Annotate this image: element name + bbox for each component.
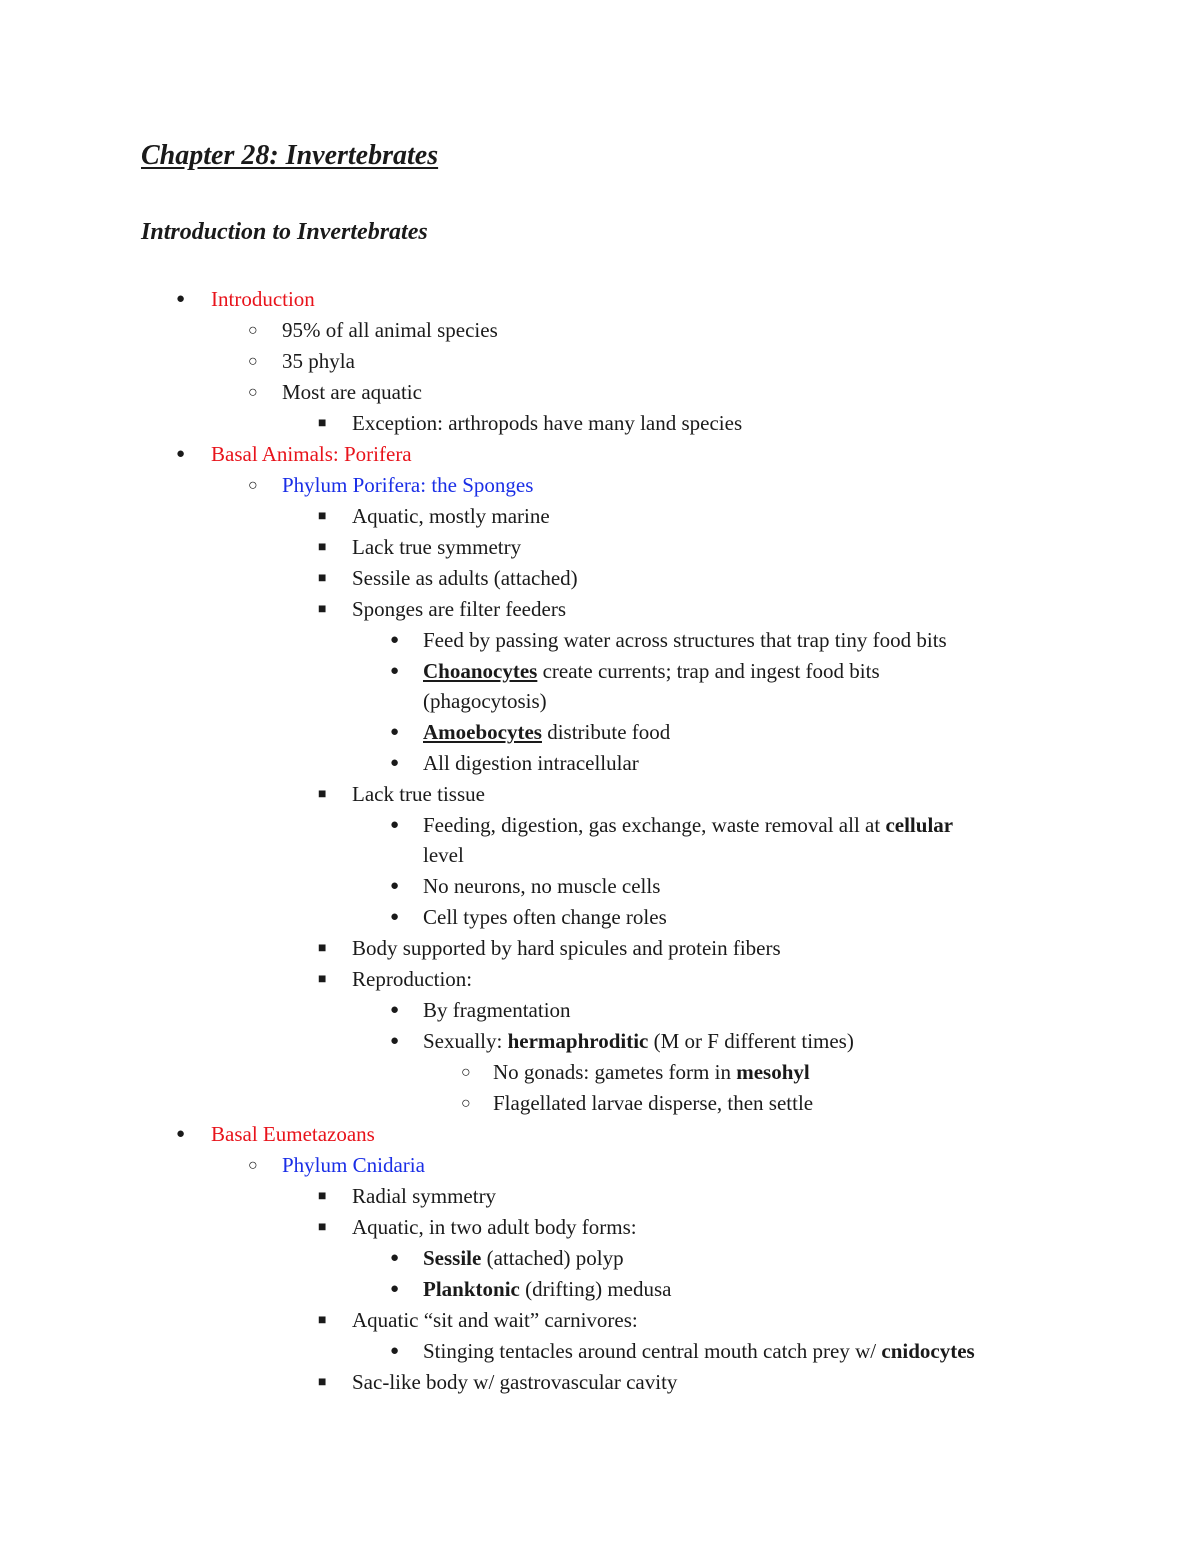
bullet-square-icon: ■ bbox=[318, 602, 327, 617]
list-item bbox=[0, 439, 1200, 470]
bullet-square-icon: ■ bbox=[318, 416, 327, 431]
bullet-square-icon: ■ bbox=[318, 540, 327, 555]
list-text: Lack true tissue bbox=[352, 782, 485, 806]
bullet-square-icon: ■ bbox=[318, 571, 327, 586]
bullet-circle-icon: ○ bbox=[248, 477, 258, 494]
list-text: Radial symmetry bbox=[352, 1184, 497, 1208]
list-item bbox=[0, 810, 1200, 840]
outline-list bbox=[0, 284, 1200, 1398]
list-item bbox=[0, 625, 1200, 656]
bullet-disc-icon: ● bbox=[176, 291, 186, 307]
key-term: Choanocytes bbox=[423, 659, 538, 683]
list-text: Aquatic, in two adult body forms: bbox=[352, 1215, 637, 1239]
list-item bbox=[0, 1057, 1200, 1088]
text-run: (drifting) medusa bbox=[519, 1277, 672, 1301]
list-text: Most are aquatic bbox=[282, 380, 422, 404]
text-run: Sexually: bbox=[423, 1029, 508, 1053]
bullet-disc-icon: ● bbox=[390, 632, 400, 648]
bullet-disc-icon: ● bbox=[176, 446, 186, 462]
list-text: Body supported by hard spicules and protein fibers bbox=[352, 936, 781, 960]
text-run: Stinging tentacles around central mouth catch prey w/ bbox=[423, 1339, 882, 1363]
bullet-circle-icon: ○ bbox=[461, 1095, 471, 1112]
bullet-disc-icon: ● bbox=[390, 817, 400, 833]
text-run: No gonads: gametes form in bbox=[493, 1060, 737, 1084]
bullet-circle-icon: ○ bbox=[248, 322, 258, 339]
list-item bbox=[0, 995, 1200, 1026]
term-description: distribute food bbox=[541, 720, 671, 744]
list-text bbox=[423, 810, 953, 840]
list-item bbox=[0, 315, 1200, 346]
list-text bbox=[423, 1336, 975, 1367]
list-item-continuation bbox=[0, 686, 1200, 717]
list-item bbox=[0, 964, 1200, 995]
bullet-disc-icon: ● bbox=[390, 1033, 400, 1049]
page-title: Chapter 28: Invertebrates bbox=[141, 140, 439, 171]
list-text: Aquatic “sit and wait” carnivores: bbox=[352, 1308, 638, 1332]
list-item bbox=[0, 470, 1200, 501]
list-text: Exception: arthropods have many land species bbox=[352, 411, 743, 435]
list-item bbox=[0, 563, 1200, 594]
text-run: (attached) polyp bbox=[481, 1246, 624, 1270]
list-text: (phagocytosis) bbox=[423, 689, 547, 713]
list-text: Feed by passing water across structures that trap tiny food bits bbox=[423, 628, 947, 652]
list-text bbox=[493, 1057, 810, 1088]
bullet-square-icon: ■ bbox=[318, 1375, 327, 1390]
list-text: 95% of all animal species bbox=[282, 318, 498, 342]
bullet-disc-icon: ● bbox=[390, 1250, 400, 1266]
bullet-disc-icon: ● bbox=[390, 1343, 400, 1359]
list-text: level bbox=[423, 843, 464, 867]
list-text: Sessile as adults (attached) bbox=[352, 566, 578, 590]
list-text: Sac-like body w/ gastrovascular cavity bbox=[352, 1370, 678, 1394]
list-text bbox=[423, 717, 670, 748]
key-term: cnidocytes bbox=[881, 1339, 975, 1363]
bullet-square-icon: ■ bbox=[318, 941, 327, 956]
bullet-square-icon: ■ bbox=[318, 1189, 327, 1204]
list-item bbox=[0, 1274, 1200, 1305]
bullet-square-icon: ■ bbox=[318, 509, 327, 524]
list-item bbox=[0, 779, 1200, 810]
list-item bbox=[0, 1088, 1200, 1119]
list-item bbox=[0, 377, 1200, 408]
list-text: Cell types often change roles bbox=[423, 905, 667, 929]
list-text bbox=[423, 656, 880, 686]
list-item bbox=[0, 871, 1200, 902]
list-item bbox=[0, 346, 1200, 377]
list-item bbox=[0, 532, 1200, 563]
bullet-circle-icon: ○ bbox=[248, 353, 258, 370]
list-text: By fragmentation bbox=[423, 998, 571, 1022]
bullet-square-icon: ■ bbox=[318, 972, 327, 987]
list-item bbox=[0, 501, 1200, 532]
list-item bbox=[0, 1212, 1200, 1243]
subtopic-heading: Phylum Porifera: the Sponges bbox=[282, 473, 534, 497]
topic-heading: Basal Animals: Porifera bbox=[211, 442, 412, 466]
list-item bbox=[0, 594, 1200, 625]
list-text: 35 phyla bbox=[282, 349, 355, 373]
bullet-circle-icon: ○ bbox=[248, 384, 258, 401]
bullet-disc-icon: ● bbox=[390, 1002, 400, 1018]
bullet-disc-icon: ● bbox=[390, 724, 400, 740]
bullet-disc-icon: ● bbox=[176, 1126, 186, 1142]
text-run: (M or F different times) bbox=[648, 1029, 854, 1053]
bullet-disc-icon: ● bbox=[390, 663, 400, 679]
list-text bbox=[423, 1026, 854, 1057]
term-description: create currents; trap and ingest food bits bbox=[537, 659, 880, 683]
bullet-disc-icon: ● bbox=[390, 755, 400, 771]
list-item bbox=[0, 284, 1200, 315]
bullet-circle-icon: ○ bbox=[461, 1064, 471, 1081]
key-term: Amoebocytes bbox=[423, 720, 542, 744]
list-item bbox=[0, 933, 1200, 964]
list-text: No neurons, no muscle cells bbox=[423, 874, 661, 898]
bullet-square-icon: ■ bbox=[318, 787, 327, 802]
bullet-disc-icon: ● bbox=[390, 878, 400, 894]
bullet-disc-icon: ● bbox=[390, 1281, 400, 1297]
list-item bbox=[0, 1305, 1200, 1336]
list-item bbox=[0, 1119, 1200, 1150]
text-run: Feeding, digestion, gas exchange, waste removal all at bbox=[423, 813, 886, 837]
list-item bbox=[0, 1026, 1200, 1057]
topic-heading: Introduction bbox=[211, 287, 315, 311]
bullet-circle-icon: ○ bbox=[248, 1157, 258, 1174]
list-text bbox=[423, 1274, 671, 1305]
list-text: Aquatic, mostly marine bbox=[352, 504, 550, 528]
list-item bbox=[0, 748, 1200, 779]
bullet-square-icon: ■ bbox=[318, 1220, 327, 1235]
list-item-continuation bbox=[0, 840, 1200, 871]
list-text: Flagellated larvae disperse, then settle bbox=[493, 1091, 814, 1115]
key-term: mesohyl bbox=[736, 1060, 810, 1084]
subtopic-heading: Phylum Cnidaria bbox=[282, 1153, 425, 1177]
list-item bbox=[0, 408, 1200, 439]
list-item bbox=[0, 1336, 1200, 1367]
list-text bbox=[423, 1243, 624, 1274]
list-item bbox=[0, 1243, 1200, 1274]
section-heading: Introduction to Invertebrates bbox=[141, 219, 428, 245]
bullet-square-icon: ■ bbox=[318, 1313, 327, 1328]
key-term: cellular bbox=[885, 813, 954, 837]
list-item bbox=[0, 656, 1200, 686]
list-text: Lack true symmetry bbox=[352, 535, 522, 559]
list-item bbox=[0, 717, 1200, 748]
list-text: Reproduction: bbox=[352, 967, 473, 991]
list-item bbox=[0, 1150, 1200, 1181]
list-item bbox=[0, 902, 1200, 933]
list-text: All digestion intracellular bbox=[423, 751, 639, 775]
key-term: Sessile bbox=[423, 1246, 482, 1270]
topic-heading: Basal Eumetazoans bbox=[211, 1122, 375, 1146]
key-term: hermaphroditic bbox=[507, 1029, 649, 1053]
list-item bbox=[0, 1367, 1200, 1398]
bullet-disc-icon: ● bbox=[390, 909, 400, 925]
list-item bbox=[0, 1181, 1200, 1212]
list-text: Sponges are filter feeders bbox=[352, 597, 566, 621]
key-term: Planktonic bbox=[423, 1277, 520, 1301]
